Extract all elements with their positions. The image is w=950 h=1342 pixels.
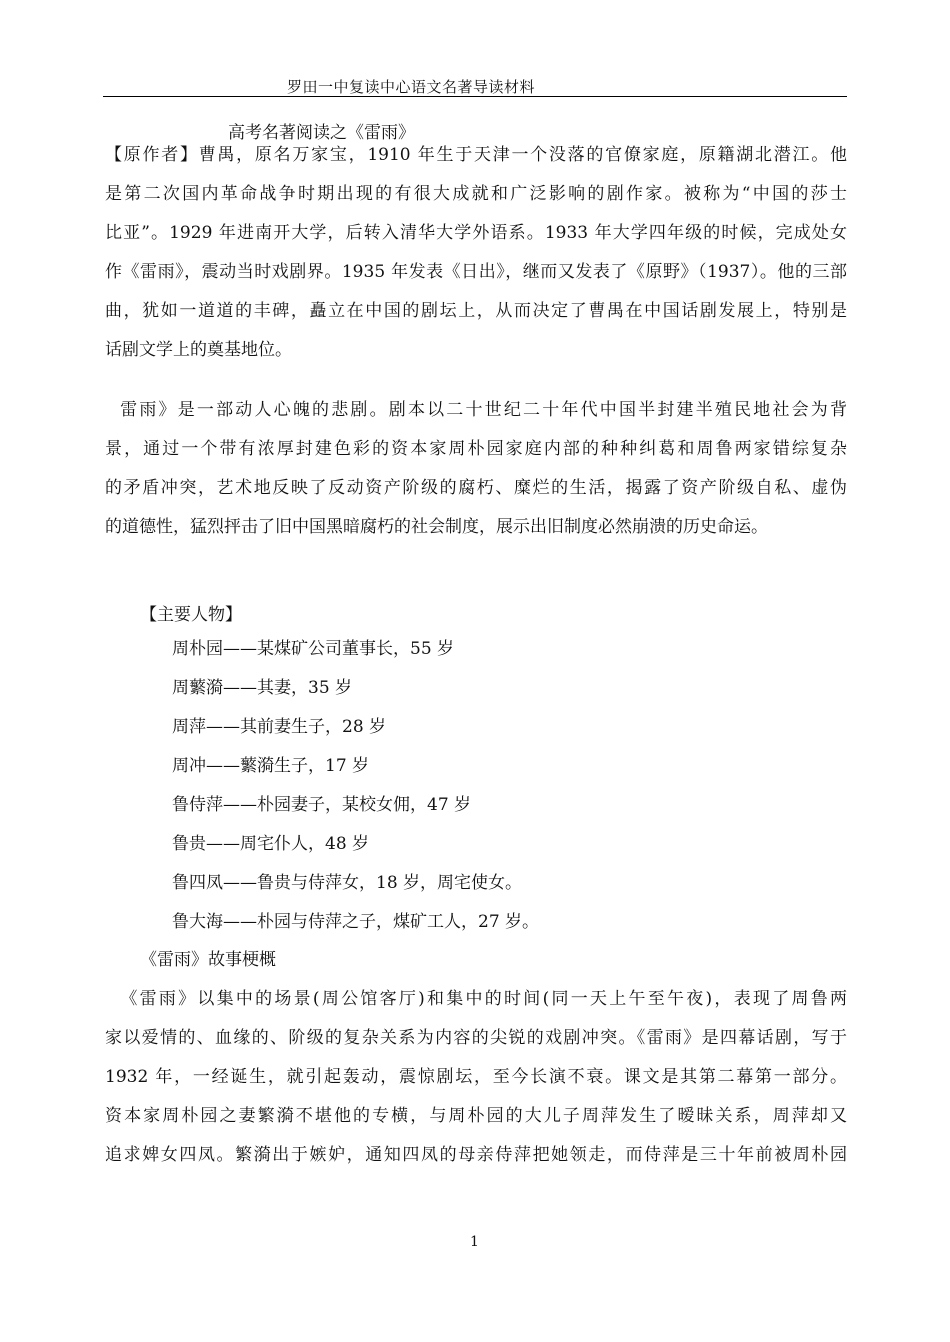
paragraph-line: 比亚”。1929 年进南开大学，后转入清华大学外语系。1933 年大学四年级的时候，完成处女 — [105, 223, 847, 243]
list-item: 鲁四凤——鲁贵与侍萍女，18 岁，周宅使女。 — [172, 873, 523, 893]
list-item: 周萍——其前妻生子，28 岁 — [172, 717, 387, 737]
paragraph-line: 曲，犹如一道道的丰碑，矗立在中国的剧坛上，从而决定了曹禺在中国话剧发展上，特别是 — [105, 301, 847, 321]
list-item: 鲁贵——周宅仆人，48 岁 — [172, 834, 370, 854]
list-item: 周朴园——某煤矿公司董事长，55 岁 — [172, 639, 455, 659]
paragraph-line: 是第二次国内革命战争时期出现的有很大成就和广泛影响的剧作家。被称为“中国的莎士 — [105, 184, 847, 204]
author-paragraph — [105, 136, 847, 370]
summary-paragraph — [105, 391, 847, 547]
paragraph-line: 【原作者】曹禺，原名万家宝，1910 年生于天津一个没落的官僚家庭，原籍湖北潜江。他 — [105, 145, 847, 165]
paragraph-line: 资本家周朴园之妻繁漪不堪他的专横，与周朴园的大儿子周萍发生了暧昧关系，周萍却又 — [105, 1106, 847, 1126]
paragraph-line: 作《雷雨》，震动当时戏剧界。1935 年发表《日出》，继而又发表了《原野》（1937）。他的三部 — [105, 262, 847, 282]
paragraph-line: 的矛盾冲突，艺术地反映了反动资产阶级的腐朽、糜烂的生活，揭露了资产阶级自私、虚伪 — [105, 478, 847, 498]
character-list — [172, 630, 539, 942]
paragraph-line: 追求婢女四凤。繁漪出于嫉妒，通知四凤的母亲侍萍把她领走，而侍萍是三十年前被周朴园 — [105, 1145, 847, 1165]
paragraph-line: 《雷雨》以集中的场景(周公馆客厅)和集中的时间(同一天上午至午夜)，表现了周鲁两 — [105, 989, 847, 1009]
list-item: 鲁侍萍——朴园妻子，某校女佣，47 岁 — [172, 795, 472, 815]
story-heading: 《雷雨》故事梗概 — [140, 950, 276, 970]
characters-heading: 【主要人物】 — [140, 605, 242, 625]
paragraph-line: 家以爱情的、血缘的、阶级的复杂关系为内容的尖锐的戏剧冲突。《雷雨》是四幕话剧，写于 — [105, 1028, 847, 1048]
page-number: 1 — [470, 1234, 479, 1250]
document-title: 高考名著阅读之《雷雨》 — [228, 123, 415, 143]
list-item: 周蘩漪——其妻，35 岁 — [172, 678, 353, 698]
header-divider — [103, 96, 847, 97]
paragraph-line: 话剧文学上的奠基地位。 — [105, 340, 292, 360]
story-paragraph — [105, 980, 847, 1175]
list-item: 周冲——蘩漪生子，17 岁 — [172, 756, 370, 776]
paragraph-line: 雷雨》是一部动人心魄的悲剧。剧本以二十世纪二十年代中国半封建半殖民地社会为背 — [105, 400, 847, 420]
paragraph-line: 景，通过一个带有浓厚封建色彩的资本家周朴园家庭内部的种种纠葛和周鲁两家错综复杂 — [105, 439, 847, 459]
page-header: 罗田一中复读中心语文名著导读材料 — [287, 78, 536, 96]
paragraph-line: 1932 年，一经诞生，就引起轰动，震惊剧坛，至今长演不衰。课文是其第二幕第一部分。 — [105, 1067, 847, 1087]
list-item: 鲁大海——朴园与侍萍之子，煤矿工人，27 岁。 — [172, 912, 540, 932]
paragraph-line: 的道德性，猛烈抨击了旧中国黑暗腐朽的社会制度，展示出旧制度必然崩溃的历史命运。 — [105, 517, 768, 537]
